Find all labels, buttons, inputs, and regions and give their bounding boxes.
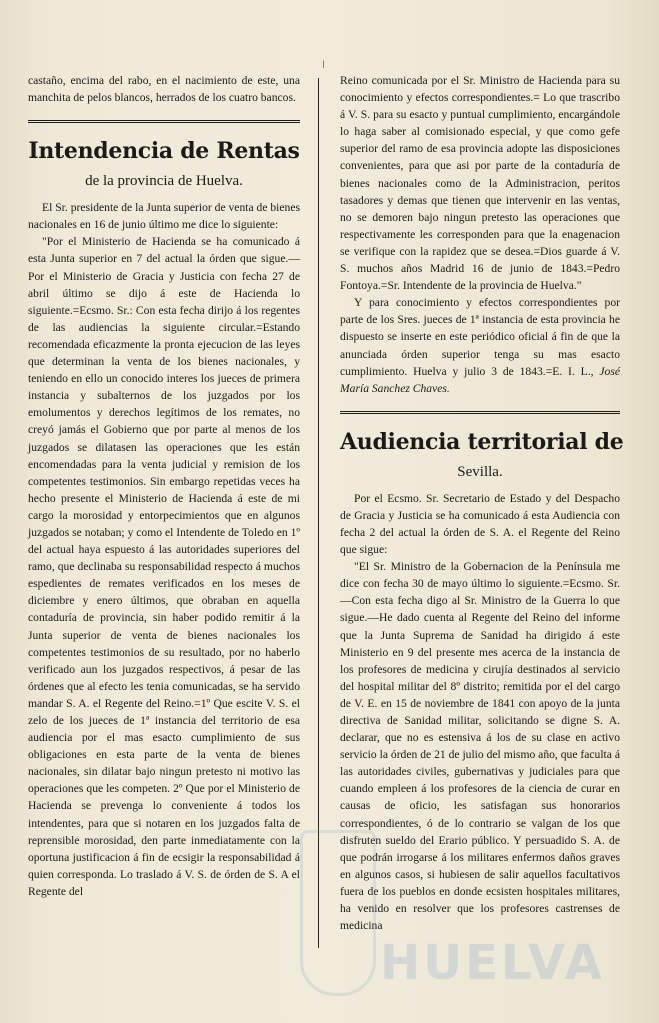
page-mark: ǀ [322,60,325,71]
section2-quote: "El Sr. Ministro de la Gobernacion de la Península me dice con fecha 30 de mayo último lo siguiente.=Ecsmo. Sr.—Con esta fecha digo al Sr. Ministro de la Guerra lo que sigue.—He dado cuenta al Regente del Reino del informe que la Junta Suprema de Sanidad ha dirigido á este Ministerio en 9 del presente mes acerca de la instancia de los profesores de medicina y cirujía destinados al servicio del hospital militar del 8º distrito; remitida por el del cargo de V. E. en 15 de noviembre de 1841 con apoyo de la junta directiva de Sanidad militar, solicitando se digne S. A. declarar, que no es estensiva á los de su clase en activo servicio la órden de 21 de julio del mismo año, que faculta á las autoridades civiles, gubernativas y judiciales para que cuando empleen á los profesores de la ciencia de curar en causas de oficio, les satisfagan sus honorarios correspondientes, ó de lo contrario se valgan de los que disfruten sueldo del Erario público. Y persuadido S. A. de que podrán irrogarse á los militares enfermos daños graves en algunos casos, si hubiesen de salir aquellos facultativos fuera de los pueblos en donde ecsisten hospitales militares, ha venido en resolver que los profesores castrenses de medicina [340,560,620,933]
section-divider-right-secondary [340,413,620,414]
right-column [340,72,624,934]
column-divider [318,78,319,948]
section2-subtitle: Sevilla. [457,463,503,480]
section1-quote: "Por el Ministerio de Hacienda se ha comunicado á esta Junta superior en 7 del actual la órden que sigue.—Por el Ministerio de Gracia y Justicia con fecha 27 de abril último se dijo á este de Hacienda lo siguiente.=Ecsmo. Sr.: Con esta fecha dirijo á los regentes de las audiencias la siguiente circular.=Estando recomendada eficazmente la pronta ejecucion de las leyes que determinan la venta de los bienes nacionales, y teniendo en ello un conocido interes los jueces de primera instancia y subalternos de los juzgados por los emolumentos y derechos legítimos de los remates, no creyó jamás el Gobierno que por parte al menos de los juzgados se dilatasen las operaciones que les están encomendadas para la venta judicial y remision de los competentes testimonios. Sin embargo repetidas veces ha hecho presente el Ministerio de Hacienda á este de mi cargo la morosidad y entorpecimientos que en algunos juzgados se notaban; y como el Intendente de Toledo en 1º del actual haya espuesto á las autoridades superiores del ramo, que declinaba su responsabilidad respecto á muchos espedientes de remates verificados en los meses de diciembre y enero últimos, que obraban en aquella contaduría de provincia, sin haber podido remitir á la Junta superior de venta de bienes nacionales los competentes testimonios de su resultado, por no haberlo verificado aun los juzgados respectivos, á pesar de las órdenes que al efecto les tenia comunicadas, se ha servido mandar S. A. el Regente del Reino.=1º Que escite V. S. el zelo de los jueces de 1ª instancia del territorio de esa audiencia por el mas esacto cumplimiento de sus obligaciones en esta parte de la venta de bienes nacionales, sin dilatar bajo ningun pretesto ni motivo las operaciones que les competen. 2º Que por el Ministerio de Hacienda se prevenga lo conveniente á todos los intendentes, para que si notaren en los juzgados falta de reprensible morosidad, den parte inmediatamente con la oportuna justificacion á fin de ecsigir la responsabilidad á quien corresponda. Lo traslado á V. S. de órden de S. A el Regente del [28,235,300,898]
continuation-text: Reino comunicada por el Sr. Ministro de Hacienda para su conocimiento y efectos correspondientes.= Lo que trascribo á V. S. para su esacto y puntual cumplimiento, encargándole lo haga saber al comisionado especial, y que como gefe superior del ramo de esa provincia adopte las disposiciones convenientes, para que asi por parte de la contaduría de bienes nacionales como de la Administracion, peritos tasadores y demas que tienen que intervenir en las ventas, no se demoren bajo ningun pretesto las operaciones que respectivamente les corresponden para que la enagenacion se verifique con la rapidez que se desea.=Dios guarde á V. S. muchos años Madrid 16 de junio de 1843.=Pedro Fontoya.=Sr. Intendente de la provincia de Huelva." [340,74,620,293]
section-divider [28,120,300,121]
section2-title: Audiencia territorial de [340,428,624,455]
signature: José María Sanchez Chaves. [340,364,620,395]
section-divider-secondary [28,122,300,123]
section1-title: Intendencia de Rentas [28,138,300,165]
section2-intro: Por el Ecsmo. Sr. Secretario de Estado y del Despacho de Gracia y Justicia se ha comunicado á esta Audiencia con fecha 2 del actual la órden de S. A. el Regente del Reino que sigue: [340,491,620,557]
closing-text: Y para conocimiento y efectos correspondientes por parte de los Sres. jueces de 1ª instancia de esta provincia he dispuesto se inserte en este periódico oficial á fin de que la anunciada órden superior tenga su mas esacto cumplimiento. Huelva y julio 3 de 1843.=E. I. L., [340,296,620,378]
opening-fragment: castaño, encima del rabo, en el nacimiento de este, una manchita de pelos blancos, herrados de los cuatro bancos. [28,74,300,105]
section1-intro: El Sr. presidente de la Junta superior de venta de bienes nacionales en 16 de junio último me dice lo siguiente: [28,201,300,232]
closing-paragraph [340,294,620,397]
left-column [28,72,300,900]
watermark-text: HUELVA [380,935,605,991]
section-divider-right [340,411,620,412]
section1-subtitle: de la provincia de Huelva. [85,173,243,190]
